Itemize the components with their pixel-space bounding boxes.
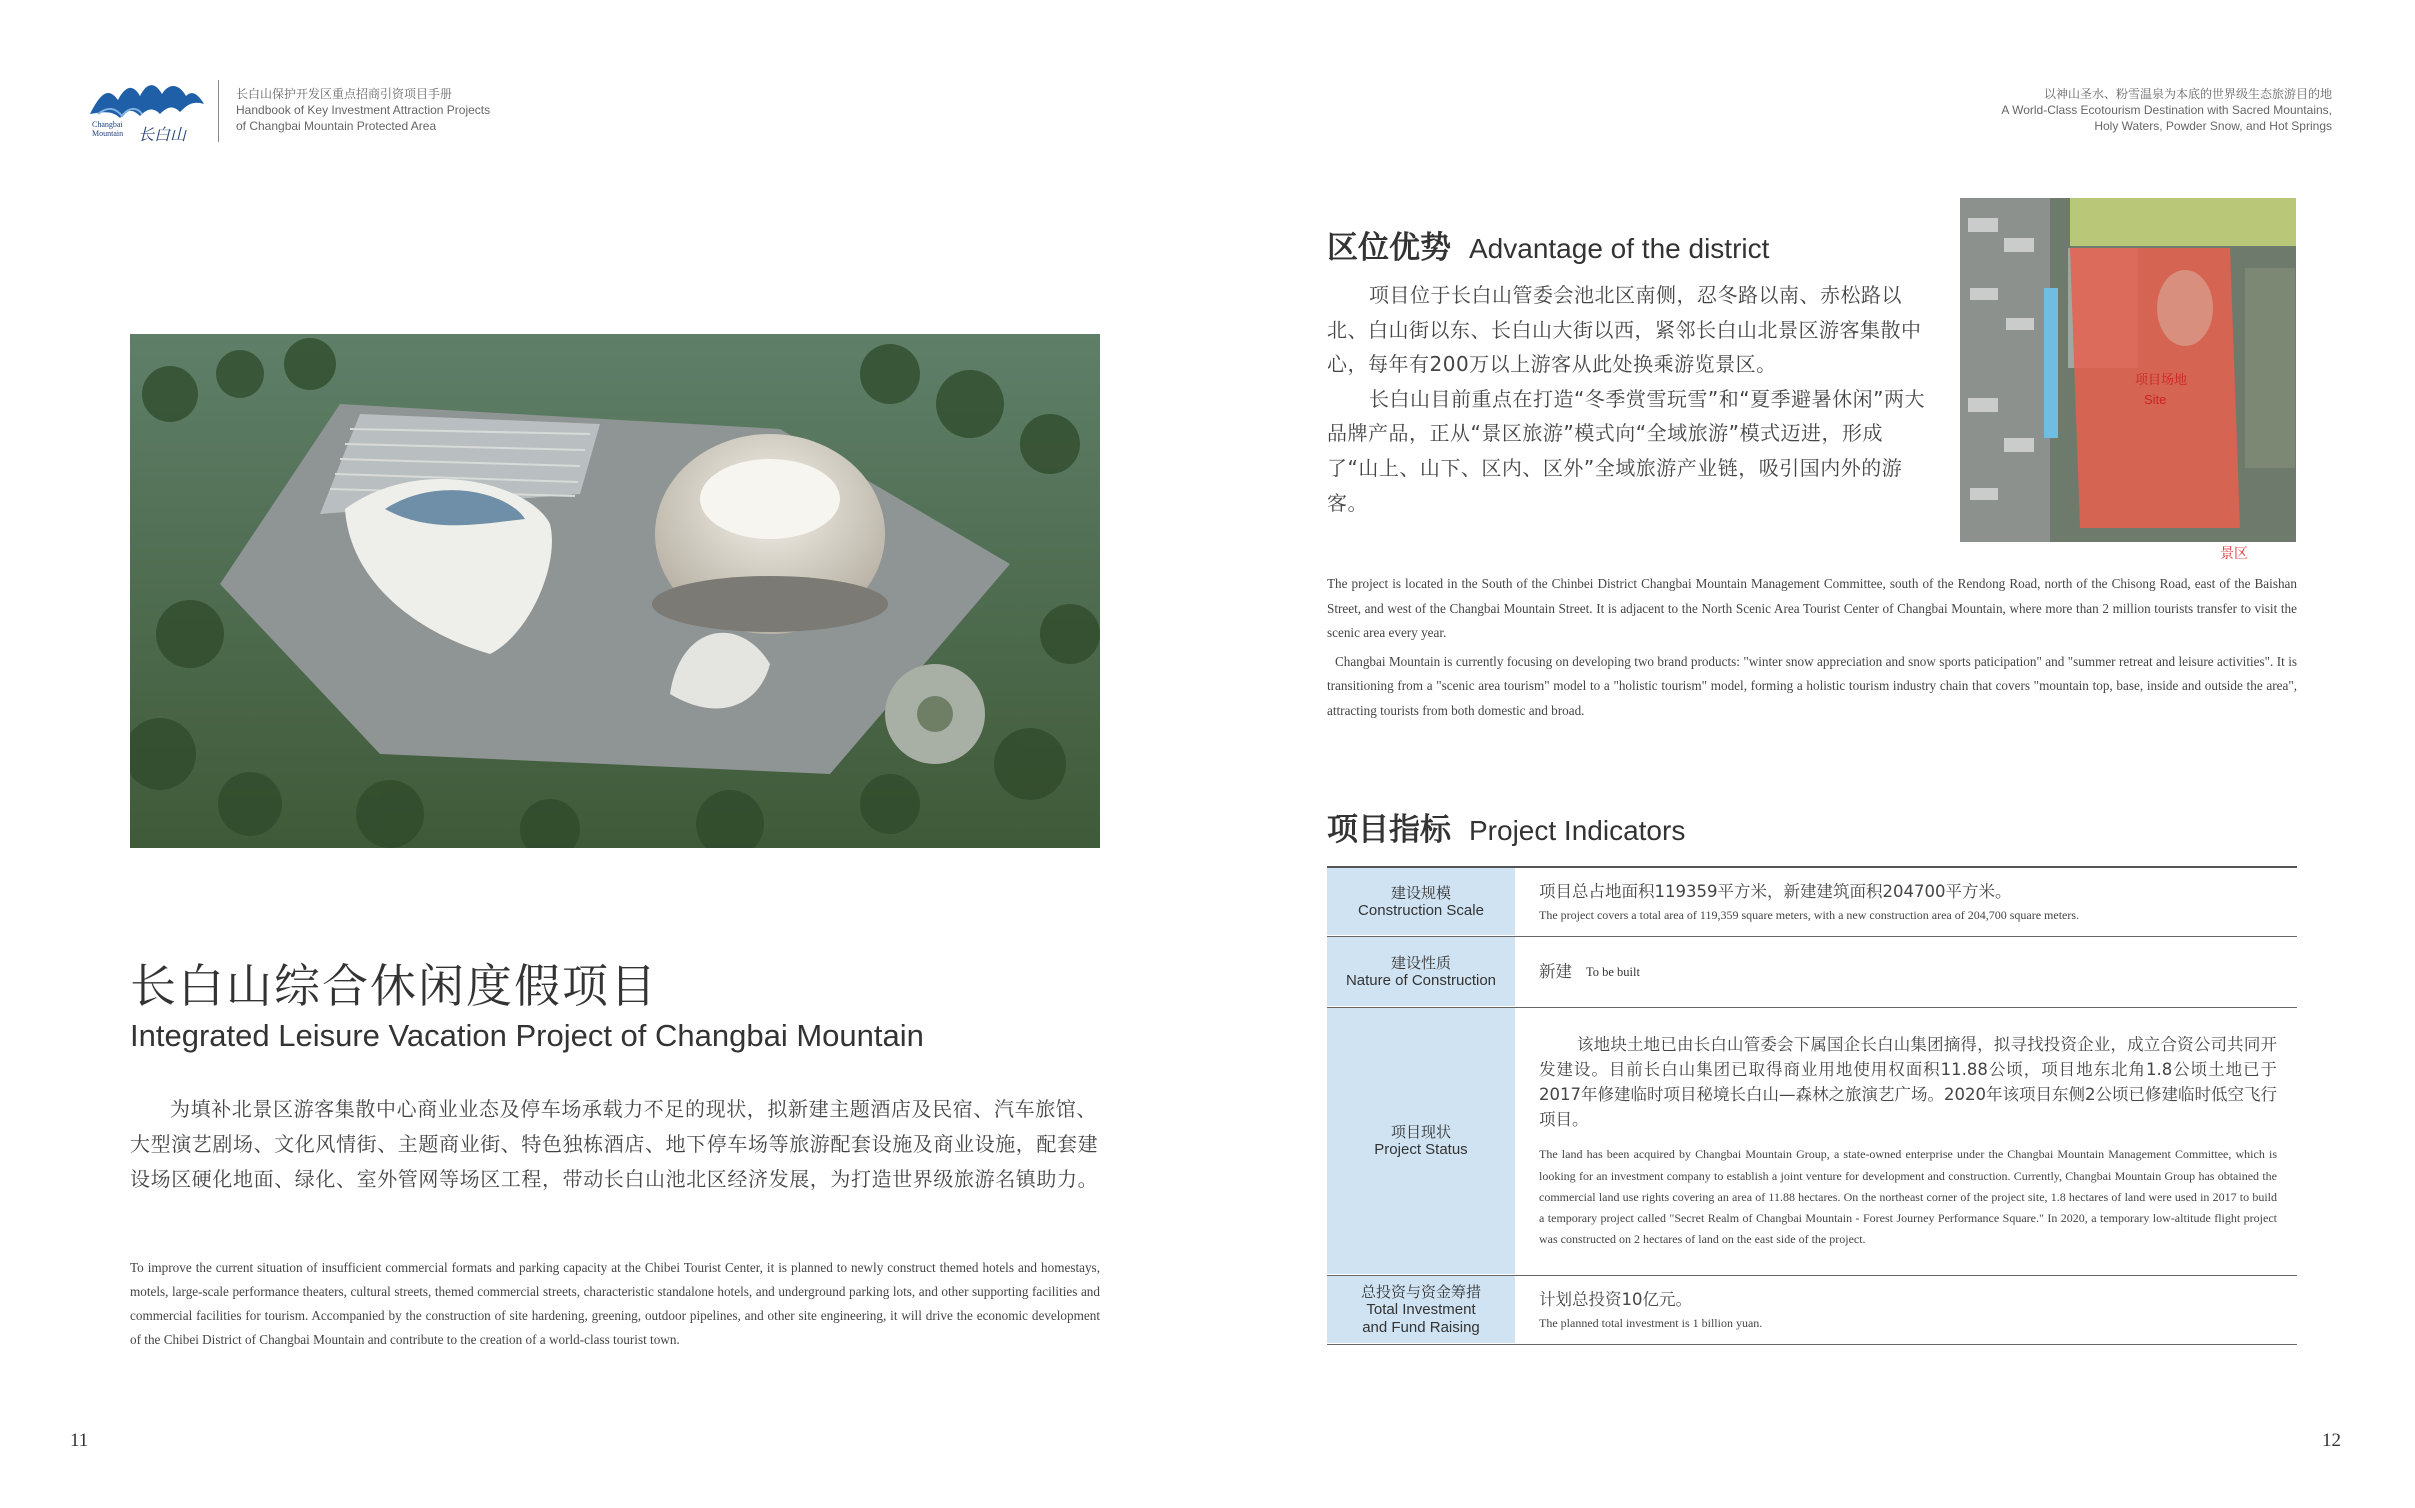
slogan [2001,86,2332,134]
handbook-title-cn: 长白山保护开发区重点招商引资项目手册 [236,87,453,101]
label-en: Nature of Construction [1345,971,1497,989]
table-row-nature-of-construction [1327,937,2297,1008]
map-site-label-en: Site [2144,392,2167,407]
advantage-paragraph-1-en: The project is located in the South of the Chinbei District Changbai Mountain Management Committee, south of the Rendong Road, north of the Chisong Road, east of the Baishan Street, and west of the Changbai Mountain Street. It is adjacent to the North Scenic Area Tourist Center of Changbai Mountain, where more than 2 million tourists transfer to visit the scenic area every year. [1327,576,2297,640]
table-row-construction-scale [1327,868,2297,937]
map-site-label-cn: 项目场地 [2135,373,2188,388]
value-cn: 项目总占地面积119359平方米，新建建筑面积204700平方米。 [1539,881,2012,901]
label-cn: 总投资与资金筹措 [1360,1282,1481,1301]
indicators-heading-en: Project Indicators [1469,815,1686,846]
advantage-paragraph-2-en: Changbai Mountain is currently focusing on developing two brand products: "winter snow appreciation and snow sports paticipation" and "summer retreat and leisure activities". It is transitioning from a "scenic area tourism" model to a "holistic tourism" model, forming a holistic tourism industry chain that covers "mountain top, base, inside and outside the area", attracting tourists from both domestic and broad. [1327,653,2297,718]
project-title-en: Integrated Leisure Vacation Project of Changbai Mountain [130,1018,924,1053]
row-label [1327,937,1515,1007]
row-label [1327,868,1515,936]
value-en: The project covers a total area of 119,359 square meters, with a new construction area of 204,700 square meters. [1539,907,2080,922]
handbook-title-en-2: of Changbai Mountain Protected Area [236,119,437,133]
project-title-cn: 长白山综合休闲度假项目 [130,960,658,1012]
label-cn: 建设性质 [1390,953,1451,972]
label-en: Construction Scale [1358,901,1484,919]
handbook-title [236,86,490,134]
project-description-cn: 为填补北景区游客集散中心商业业态及停车场承载力不足的现状，拟新建主题酒店及民宿、汽车旅馆、大型演艺剧场、文化风情街、主题商业街、特色独栋酒店、地下停车场等旅游配套设施及商业设施，配套建设场区硬化地面、绿化、室外管网等场区工程，带动长白山池北区经济发展，为打造世界级旅游名镇助力。 [130,1097,1099,1191]
row-label [1327,1008,1515,1275]
row-value [1515,1276,2297,1344]
map-scenic-label: 景区 [2220,545,2248,561]
slogan-en-1: A World-Class Ecotourism Destination with Sacred Mountains, [2001,103,2332,117]
advantage-text-en [1327,572,2297,727]
label-cn: 建设规模 [1390,883,1451,902]
row-value [1515,937,2297,1007]
row-value [1515,1008,2297,1275]
advantage-heading [1327,222,1769,267]
value-en: The land has been acquired by Changbai Mountain Group, a state-owned enterprise under the Changbai Mountain Management Committee, which is looking for an investment company to establish a joint venture for development and construction. Currently, Changbai Mountain Group has obtained the commercial land use rights covering an area of 11.88 hectares. On the northeast corner of the project site, 1.8 hectares of land were used in 2017 to build a temporary project called "Secret Realm of Changbai Mountain - Forest Journey Performance Square." In 2020, a temporary low-altitude flight project was constructed on 2 hectares of land on the east side of the project. [1539,1147,2277,1247]
advantage-heading-cn: 区位优势 [1327,230,1451,266]
label-en-1: Total Investment [1366,1300,1476,1318]
value-cn: 该地块土地已由长白山管委会下属国企长白山集团摘得，拟寻找投资企业，成立合资公司共同开发建设。目前长白山集团已取得商业用地使用权面积11.88公顷，项目地东北角1.8公顷土地已于2017年修建临时项目秘境长白山—森林之旅演艺广场。2020年该项目东侧2公顷已修建临时低空飞行项目。 [1539,1035,2277,1130]
project-description-en: To improve the current situation of insufficient commercial formats and parking capacity at the Chibei Tourist Center, it is planned to newly construct themed hotels and homestays, motels, large-scale performance theaters, cultural streets, themed commercial streets, characteristic standalone hotels, and underground parking lots, and other supporting facilities and commercial facilities for tourism. Accompanied by the construction of site hardening, greening, outdoor pipelines, and other site engineering, it will drive the economic development of the Chibei District of Changbai Mountain and contribute to the creation of a world-class tourist town. [130,1260,1100,1347]
row-value [1515,868,2297,936]
indicators-heading-cn: 项目指标 [1327,812,1451,848]
site-location-map [1960,198,2296,542]
advantage-paragraph-2-cn: 长白山目前重点在打造“冬季赏雪玩雪”和“夏季避暑休闲”两大品牌产品，正从“景区旅游”模式向“全域旅游”模式迈进，形成了“山上、山下、区内、区外”全域旅游产业链，吸引国内外的游客。 [1327,386,1925,515]
logo-text-cn: 长白山 [138,125,187,144]
handbook-title-en-1: Handbook of Key Investment Attraction Projects [236,103,491,117]
table-row-total-investment [1327,1276,2297,1345]
advantage-text-cn [1327,278,1925,520]
project-rendering-image [130,334,1100,848]
changbai-logo [88,74,206,144]
label-en-2: and Fund Raising [1362,1318,1480,1336]
value-en: To be built [1586,964,1640,979]
page-number-left: 11 [70,1430,89,1451]
page-number-right: 12 [2322,1430,2341,1451]
header-divider [218,80,219,142]
value-cn: 计划总投资10亿元。 [1539,1289,1692,1309]
slogan-en-2: Holy Waters, Powder Snow, and Hot Springs [2094,119,2332,133]
row-label [1327,1276,1515,1344]
logo-text-en: Changbai Mountain [92,120,124,138]
slogan-cn: 以神山圣水、粉雪温泉为本底的世界级生态旅游目的地 [2043,87,2332,101]
value-en: The planned total investment is 1 billion yuan. [1539,1315,1763,1330]
advantage-paragraph-1-cn: 项目位于长白山管委会池北区南侧，忍冬路以南、赤松路以北、白山街以东、长白山大街以西，紧邻长白山北景区游客集散中心，每年有200万以上游客从此处换乘游览景区。 [1327,283,1922,377]
value-cn: 新建 [1539,962,1572,981]
label-cn: 项目现状 [1390,1123,1451,1141]
table-row-project-status [1327,1008,2297,1276]
label-en: Project Status [1374,1141,1468,1158]
indicators-table [1327,866,2297,1345]
advantage-heading-en: Advantage of the district [1469,233,1770,264]
indicators-heading [1327,804,1685,849]
